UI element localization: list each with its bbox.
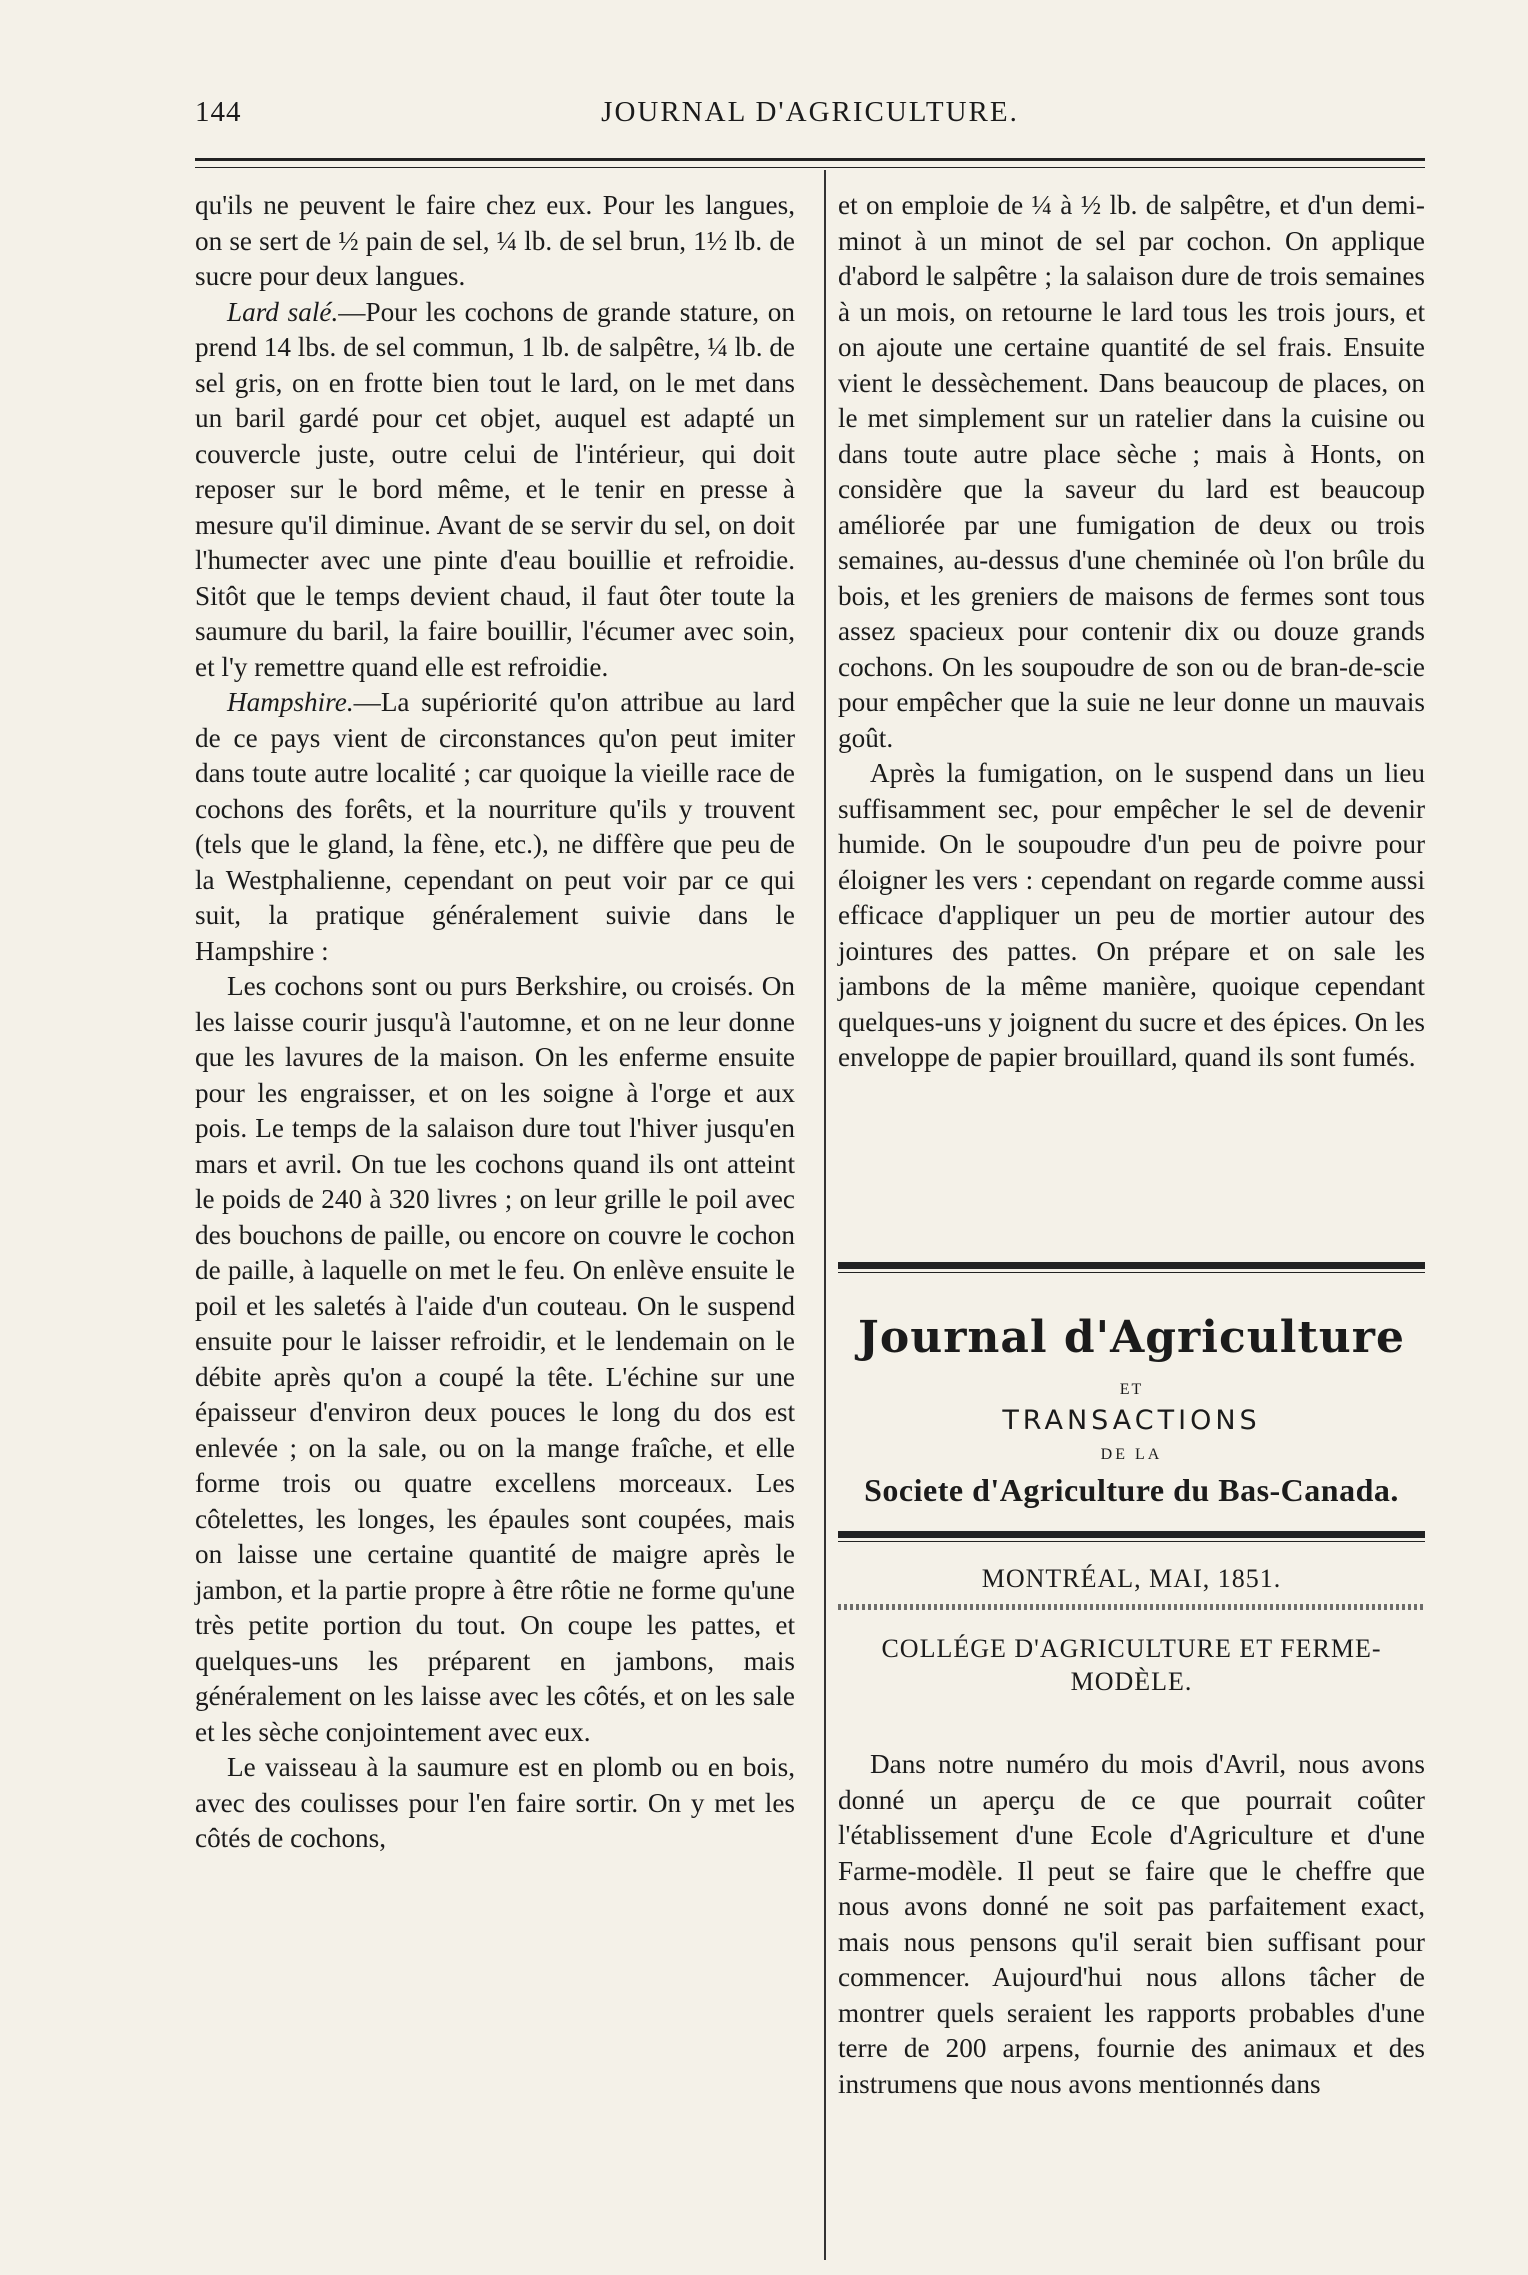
left-column — [195, 188, 795, 1857]
rule-thin — [838, 1541, 1425, 1542]
paragraph: et on emploie de ¼ à ½ lb. de salpêtre, et d'un demi-minot à un minot de sel par cochon. On applique d'abord le salpêtre ; la salaison dure de trois semaines à un mois, on retourne le lard tous les trois jours, et on ajoute une certaine quantité de sel frais. Ensuite vient le dessèchement. Dans beaucoup de places, on le met simplement sur un ratelier dans la cuisine ou dans toute autre place sèche ; mais à Honts, on considère que la saveur du lard est beaucoup améliorée par une fumigation de deux ou trois semaines, au-dessus d'une cheminée où l'on brûle du bois, et les greniers de maisons de fermes sont tous assez spacieux pour contenir dix ou douze grands cochons. On les soupoudre de son ou de bran-de-scie pour empêcher que la suie ne leur donne un mauvais goût. — [838, 190, 1425, 753]
masthead-rule-top-thin — [838, 1272, 1425, 1273]
paragraph: Dans notre numéro du mois d'Avril, nous avons donné un aperçu de ce que pourrait coûter l'établissement d'une Ecole d'Agriculture et d'une Farme-modèle. Il peut se faire que le cheffre que nous avons donné ne soit pas parfaitement exact, mais nous pensons qu'il serait bien suffisant pour commencer. Aujourd'hui nous allons tâcher de montrer quels seraient les rapports probables d'une terre de 200 arpens, fournie des animaux et des instrumens que nous avons mentionnés dans — [838, 1749, 1425, 2099]
masthead-rule-bottom — [838, 1531, 1425, 1542]
paragraph-hampshire — [195, 685, 795, 969]
wavy-rule — [838, 1604, 1425, 1610]
paragraph: Les cochons sont ou purs Berkshire, ou croisés. On les laisse courir jusqu'à l'automne, et on ne leur donne que les lavures de la maison. On les enferme ensuite pour les engraisser, et on les soigne à l'orge et aux pois. Le temps de la salaison dure tout l'hiver jusqu'en mars et avril. On tue les cochons quand ils ont atteint le poids de 240 à 320 livres ; on leur grille le poil avec des bouchons de paille, ou encore on couvre le cochon de paille, à laquelle on met le feu. On enlève ensuite le poil et les saletés à l'aide d'un couteau. On le suspend ensuite pour le laisser refroidir, et le lendemain on le débite après qu'on a coupé la tête. L'échine sur une épaisseur d'environ deux pouces le long du dos est enlevée ; on la sale, ou on la mange fraîche, et elle forme trois ou quatre excellens morceaux. Les côtelettes, les longes, les épaules sont coupées, mais on laisse une certaine quantité de maigre après le jambon, et la partie propre à être rôtie ne forme qu'une très petite portion du tout. On coupe les pattes, et quelques-uns les préparent en jambons, mais généralement on les laisse avec les côtés, et on les sale et les sèche conjointement avec eux. — [195, 971, 795, 1747]
article-body — [838, 1747, 1425, 2102]
section-title: Lard salé. — [227, 296, 339, 327]
paragraph-body: —La supériorité qu'on attribue au lard de ce pays vient de circonstances qu'on peut imiter dans toute autre localité ; car quoique la vieille race de cochons des forêts, et la nourriture qu'ils y trouvent (tels que le gland, la fène, etc.), ne diffère que peu de la Westphalienne, cependant on peut voir par ce qui suit, la pratique généralement suivie dans le Hampshire : — [195, 687, 795, 966]
running-title: JOURNAL D'AGRICULTURE. — [601, 96, 1019, 128]
masthead-et: ET — [1119, 1381, 1144, 1398]
paragraph-body: —Pour les cochons de grande stature, on prend 14 lbs. de sel commun, 1 lb. de salpêtre, ¼ lb. de sel gris, on en frotte bien tout le lard, on le met dans un baril gardé pour cet objet, auquel est adapté un couvercle juste, outre celui de l'intérieur, qui doit reposer sur le bord même, et le tenir en presse à mesure qu'il diminue. Avant de se servir du sel, on doit l'humecter avec une pinte d'eau bouillie et refroidie. Sitôt que le temps devient chaud, il faut ôter toute la saumure du baril, la faire bouillir, l'écumer avec soin, et l'y remettre quand elle est refroidie. — [195, 296, 795, 682]
masthead-title: Journal d'Agriculture — [858, 1312, 1405, 1363]
masthead-transactions: TRANSACTIONS — [1002, 1405, 1261, 1436]
right-column — [838, 188, 1425, 1076]
paragraph: Après la fumigation, on le suspend dans un lieu suffisamment sec, pour empêcher le sel de devenir humide. On le soupoudre d'un peu de poivre pour éloigner les vers : cependant on regarde comme aussi efficace d'appliquer un peu de mortier autour des jointures des pattes. On prépare et on sale les jambons de la même manière, quoique cependant quelques-uns y joignent du sucre et des épices. On les enveloppe de papier brouillard, quand ils sont fumés. — [838, 758, 1425, 1072]
paragraph-lard-sale — [195, 295, 795, 686]
column-divider — [824, 170, 826, 2260]
article-heading: COLLÉGE D'AGRICULTURE ET FERME-MODÈLE. — [881, 1634, 1382, 1696]
rule-thick — [838, 1531, 1425, 1538]
masthead-de-la: DE LA — [1100, 1446, 1163, 1463]
page-number: 144 — [195, 96, 242, 128]
header-rule — [195, 158, 1425, 168]
paragraph: Le vaisseau à la saumure est en plomb ou en bois, avec des coulisses pour l'en faire sortir. On y met les côtés de cochons, — [195, 1752, 795, 1853]
masthead-rule-top — [838, 1262, 1425, 1269]
section-title: Hampshire. — [227, 687, 354, 717]
paragraph: qu'ils ne peuvent le faire chez eux. Pour les langues, on se sert de ½ pain de sel, ¼ lb. de sel brun, 1½ lb. de sucre pour deux langues. — [195, 190, 795, 291]
page-header — [195, 96, 1425, 146]
masthead-society: Societe d'Agriculture du Bas-Canada. — [864, 1472, 1399, 1508]
masthead — [838, 1262, 1425, 1698]
dateline: MONTRÉAL, MAI, 1851. — [981, 1564, 1282, 1593]
